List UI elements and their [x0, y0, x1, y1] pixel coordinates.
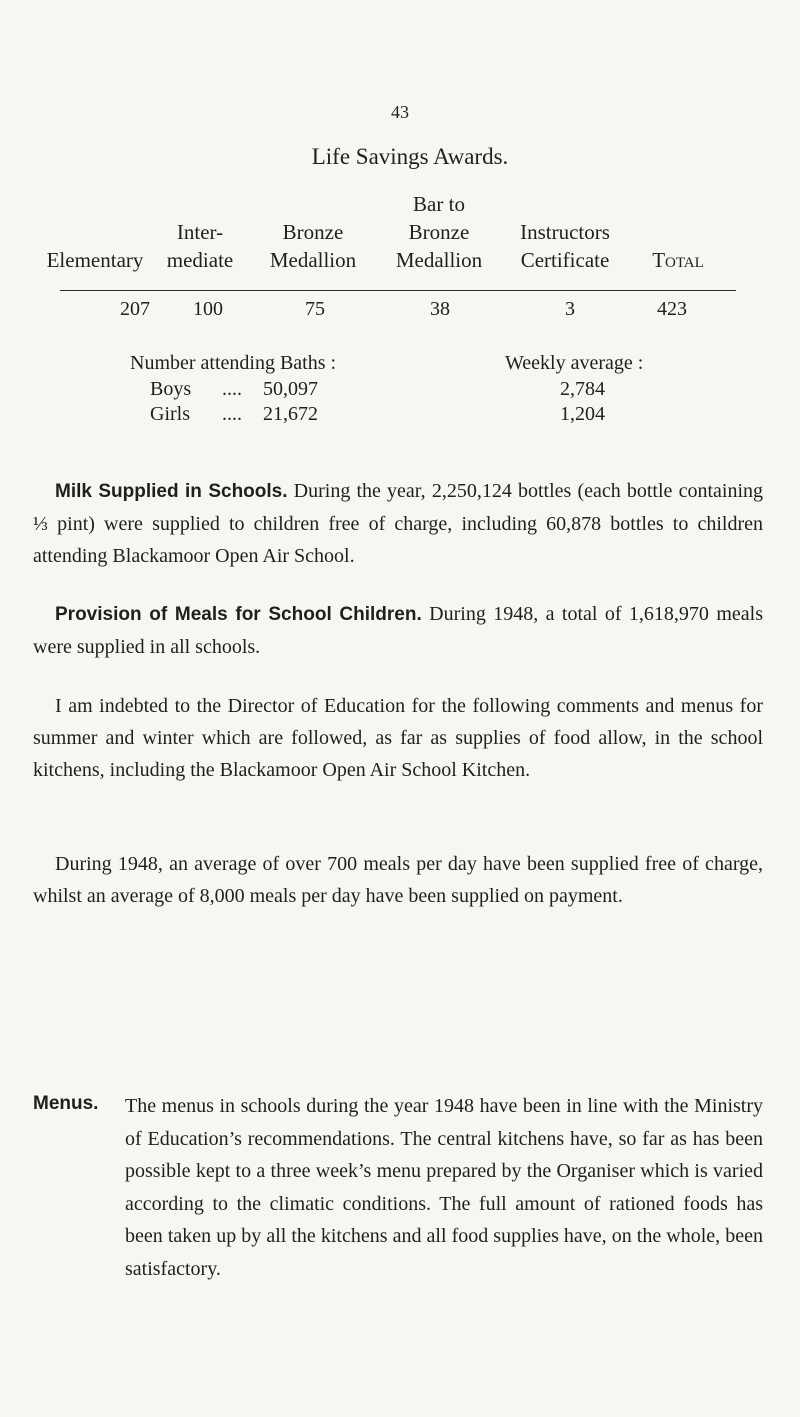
value-instructors: 3 — [565, 298, 575, 320]
header-instructors-certificate: Instructors Certificate — [520, 220, 610, 272]
baths-boys-label: Boys — [150, 378, 192, 400]
baths-number-label: Number attending Baths : — [130, 352, 337, 374]
value-intermediate: 100 — [193, 298, 223, 320]
baths-boys-value: 50,097 — [263, 378, 318, 400]
milk-text: During the year, 2,250,124 bottles (each bottle containing ⅓ pint) were supplied to children free of charge, including 60,878 bottles to children attending Blackamoor Open Air School. — [33, 480, 763, 567]
header-elementary: Elementary — [46, 248, 144, 272]
baths-weekly-label: Weekly average : — [505, 352, 644, 374]
milk-heading: Milk Supplied in Schools. — [55, 481, 288, 502]
value-elementary: 207 — [120, 298, 150, 320]
header-total: Total — [652, 248, 704, 272]
milk-paragraph — [33, 475, 763, 572]
table-divider — [60, 290, 736, 291]
baths-girls-dots: .... — [222, 403, 242, 425]
value-bronze: 75 — [305, 298, 325, 320]
page-number: 43 — [391, 102, 409, 122]
meals-text: During 1948, a total of 1,618,970 meals were supplied in all schools. — [33, 603, 763, 658]
baths-boys-weekly: 2,784 — [560, 378, 605, 400]
meals-paragraph — [33, 598, 763, 663]
meals-heading: Provision of Meals for School Children. — [55, 604, 422, 625]
life-savings-title: Life Savings Awards. — [311, 144, 509, 169]
director-paragraph: I am indebted to the Director of Education for the following comments and menus for summer and winter which are followed, as far as supplies of food allow, in the school kitchens, including the Blackamoor Open Air School Kitchen. — [33, 695, 763, 781]
value-total: 423 — [657, 298, 687, 320]
header-bronze-medallion: Bronze Medallion — [269, 220, 357, 272]
baths-girls-weekly: 1,204 — [560, 403, 605, 425]
header-intermediate: Inter- mediate — [166, 220, 234, 272]
baths-girls-value: 21,672 — [263, 403, 318, 425]
during-paragraph: During 1948, an average of over 700 meals per day have been supplied free of charge, whilst an average of 8,000 meals per day have been supplied on payment. — [33, 853, 763, 907]
header-bar-to-bronze: Bar to Bronze Medallion — [395, 192, 483, 272]
baths-girls-label: Girls — [150, 403, 190, 425]
menus-paragraph: The menus in schools during the year 1948 have been in line with the Ministry of Education’s recommendations. The central kitchens have, so far as has been possible kept to a three week’s menu prepared by the Organiser which is varied according to the climatic conditions. The full amount of rationed foods has been taken up by all the kitchens and all food supplies have, on the whole, been satisfactory. — [125, 1095, 763, 1280]
baths-boys-dots: .... — [222, 378, 242, 400]
value-bar: 38 — [430, 298, 450, 320]
menus-heading: Menus. — [33, 1093, 99, 1114]
